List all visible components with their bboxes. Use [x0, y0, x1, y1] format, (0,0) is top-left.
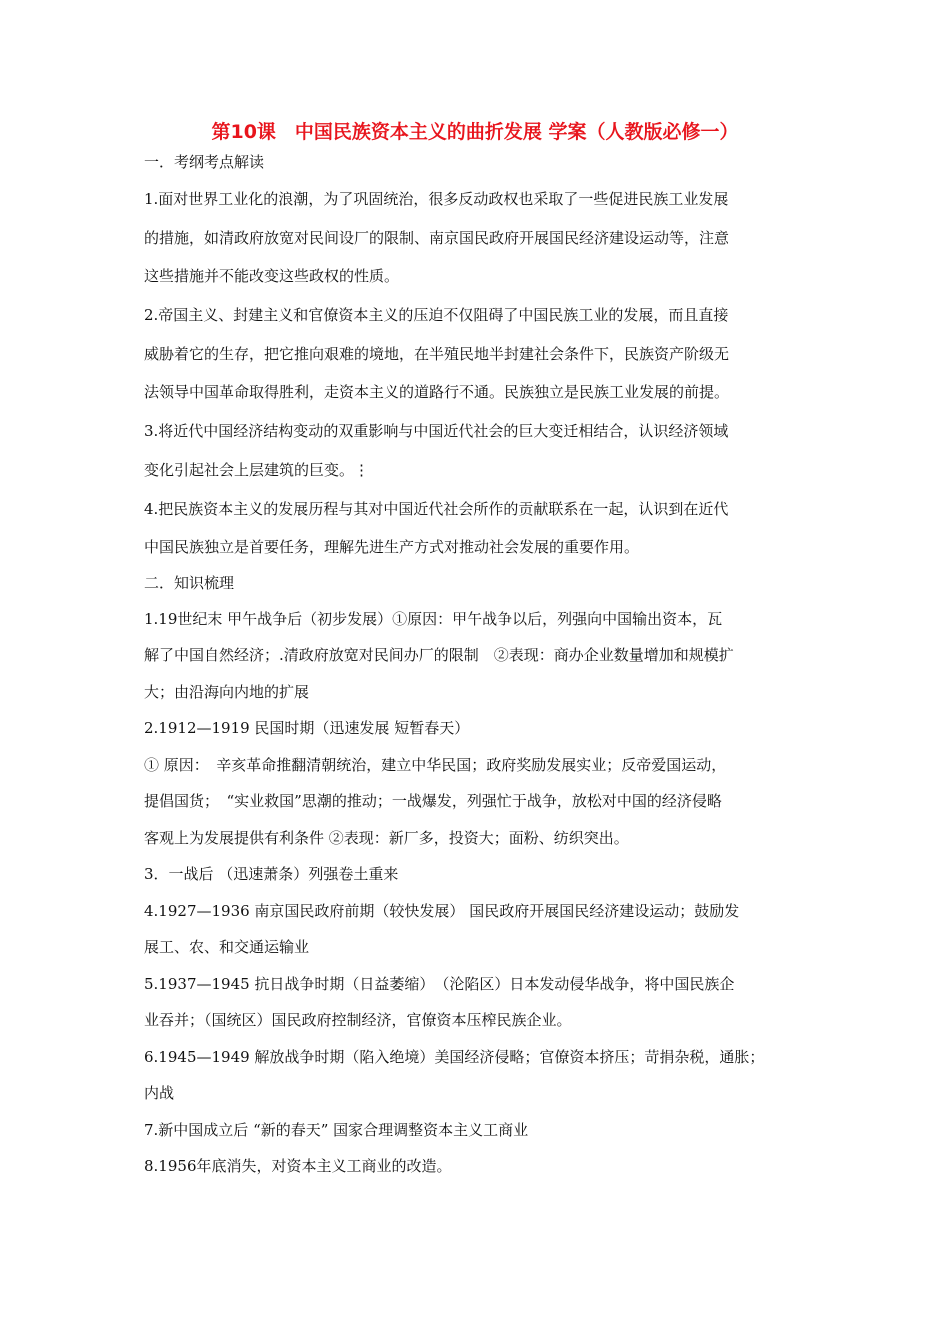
text-line: 的措施，如清政府放宽对民间设厂的限制、南京国民政府开展国民经济建设运动等，注意 — [144, 228, 730, 247]
section-heading-outline: 一．考纲考点解读 — [144, 153, 265, 171]
text-line: 3.将近代中国经济结构变动的双重影响与中国近代社会的巨大变迁相结合，认识经济领域 — [144, 422, 729, 441]
outline-paragraph-1 — [144, 180, 824, 296]
knowledge-paragraph-4 — [144, 856, 824, 893]
text-line: 威胁着它的生存，把它推向艰难的境地，在半殖民地半封建社会条件下，民族资产阶级无 — [144, 344, 730, 363]
text-line: 业吞并；（国统区）国民政府控制经济，官僚资本压榨民族企业。 — [144, 1011, 572, 1030]
text-line: 6.1945—1949 解放战争时期（陷入绝境）美国经济侵略；官僚资本挤压；苛捐杂税，通胀； — [144, 1047, 765, 1066]
knowledge-paragraph-3 — [144, 747, 824, 857]
text-line: 8.1956年底消失，对资本主义工商业的改造。 — [144, 1157, 452, 1176]
section-heading-knowledge: 二．知识梳理 — [144, 573, 235, 592]
text-line: 解了中国自然经济；.清政府放宽对民间办厂的限制 ②表现：商办企业数量增加和规模扩 — [144, 646, 734, 665]
text-line: 3．一战后 （迅速萧条）列强卷土重来 — [144, 865, 399, 884]
knowledge-paragraph-6 — [144, 966, 824, 1039]
text-line: 4.把民族资本主义的发展历程与其对中国近代社会所作的贡献联系在一起，认识到在近代 — [144, 499, 729, 518]
outline-paragraph-4 — [144, 490, 824, 567]
text-line: 2.1912—1919 民国时期（迅速发展 短暂春天） — [144, 719, 470, 738]
knowledge-paragraph-9 — [144, 1148, 824, 1185]
text-line: 7.新中国成立后 “新的春天” 国家合理调整资本主义工商业 — [144, 1120, 529, 1139]
knowledge-paragraph-1 — [144, 601, 824, 711]
text-line: 提倡国货； “实业救国”思潮的推动；一战爆发，列强忙于战争，放松对中国的经济侵略 — [144, 792, 722, 811]
outline-paragraph-3 — [144, 412, 824, 489]
text-line: 内战 — [144, 1084, 175, 1103]
text-line: 1.19世纪末 甲午战争后（初步发展）①原因：甲午战争以后，列强向中国输出资本，瓦 — [144, 609, 723, 628]
text-line: 中国民族独立是首要任务，理解先进生产方式对推动社会发展的重要作用。 — [144, 538, 640, 557]
knowledge-paragraph-7 — [144, 1039, 824, 1112]
text-line: ① 原因： 辛亥革命推翻清朝统治，建立中华民国；政府奖励发展实业；反帝爱国运动， — [144, 755, 727, 774]
knowledge-paragraph-2 — [144, 710, 824, 747]
knowledge-paragraph-8 — [144, 1112, 824, 1149]
text-line: 1.面对世界工业化的浪潮，为了巩固统治，很多反动政权也采取了一些促进民族工业发展 — [144, 190, 729, 208]
text-line: 变化引起社会上层建筑的巨变。⋮ — [144, 460, 370, 479]
knowledge-paragraph-5 — [144, 893, 824, 966]
text-line: 展工、农、和交通运输业 — [144, 938, 310, 957]
text-line: 这些措施并不能改变这些政权的性质。 — [144, 267, 400, 286]
text-line: 2.帝国主义、封建主义和官僚资本主义的压迫不仅阻碍了中国民族工业的发展，而且直接 — [144, 306, 729, 325]
page-title: 第10课 中国民族资本主义的曲折发展 学案（人教版必修一） — [211, 121, 739, 143]
outline-paragraph-2 — [144, 296, 824, 412]
document-body — [144, 146, 824, 1185]
text-line: 客观上为发展提供有利条件 ②表现：新厂多，投资大；面粉、纺织突出。 — [144, 828, 629, 847]
text-line: 大；由沿海向内地的扩展 — [144, 682, 310, 701]
text-line: 法领导中国革命取得胜利，走资本主义的道路行不通。民族独立是民族工业发展的前提。 — [144, 383, 730, 402]
text-line: 4.1927—1936 南京国民政府前期（较快发展） 国民政府开展国民经济建设运动；鼓励发 — [144, 901, 740, 920]
text-line: 5.1937—1945 抗日战争时期（日益萎缩） （沦陷区）日本发动侵华战争，将中国民族企 — [144, 974, 735, 993]
